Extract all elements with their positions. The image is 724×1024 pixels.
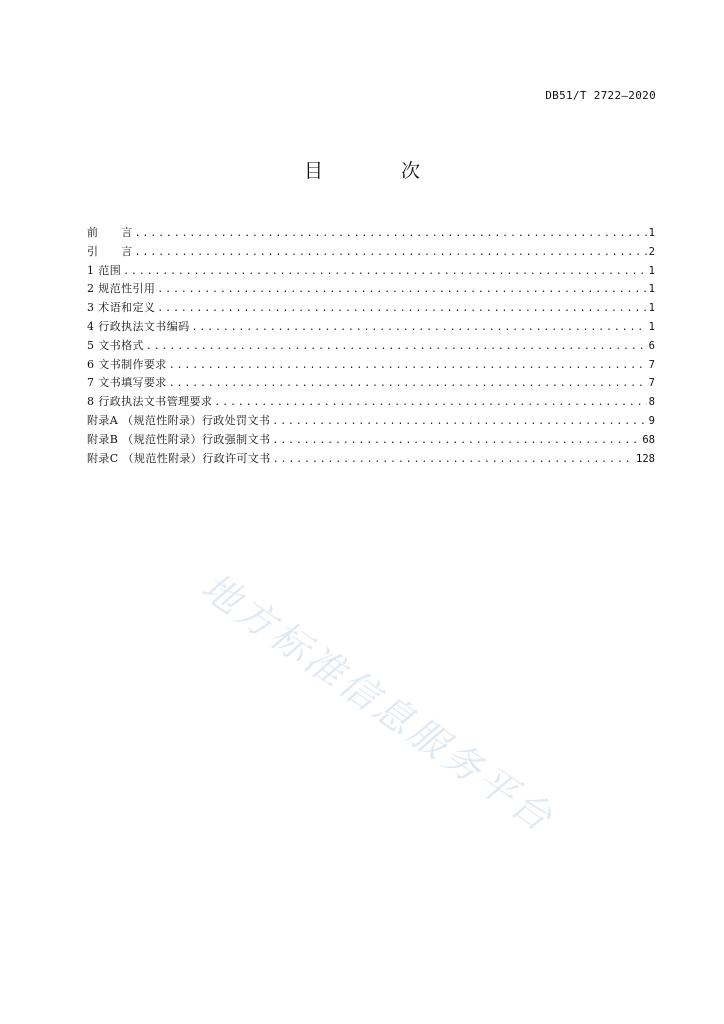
toc-entry-label: 4 行政执法文书编码 — [87, 319, 190, 333]
toc-entry-page: 1 — [648, 264, 655, 277]
toc-leader-dots — [192, 319, 647, 338]
toc-entry-page: 128 — [636, 452, 655, 465]
toc-entry-filling-requirements[interactable] — [87, 374, 655, 393]
page-title: 目 次 — [303, 160, 457, 182]
toc-entry-label: 前 言 — [87, 226, 133, 239]
toc-leader-dots — [157, 281, 646, 300]
toc-leader-dots — [169, 375, 647, 394]
toc-leader-dots — [169, 357, 647, 376]
toc-entry-page: 1 — [648, 302, 655, 315]
toc-entry-label: 附录C （规范性附录）行政许可文书 — [87, 451, 271, 465]
toc-entry-label: 2 规范性引用 — [87, 282, 156, 296]
toc-entry-production-requirements[interactable] — [87, 356, 655, 375]
toc-entry-label: 6 文书制作要求 — [87, 357, 167, 371]
toc-entry-terms-definitions[interactable] — [87, 299, 655, 318]
toc-entry-label: 3 术语和定义 — [87, 301, 156, 315]
toc-leader-dots — [123, 263, 647, 282]
toc-entry-management-requirements[interactable] — [87, 393, 655, 412]
toc-leader-dots — [146, 338, 647, 357]
toc-leader-dots — [157, 300, 646, 319]
toc-entry-label: 5 文书格式 — [87, 338, 144, 352]
toc-leader-dots — [214, 394, 646, 413]
toc-entry-label: 8 行政执法文书管理要求 — [87, 395, 213, 409]
toc-entry-page: 6 — [648, 339, 655, 352]
toc-entry-appendix-b[interactable] — [87, 431, 655, 450]
toc-entry-normative-references[interactable] — [87, 280, 655, 299]
toc-leader-dots — [272, 413, 646, 432]
toc-leader-dots — [135, 225, 647, 244]
toc-entry-label: 1 范围 — [87, 263, 122, 277]
toc-entry-label: 附录A （规范性附录）行政处罚文书 — [87, 413, 271, 427]
toc-entry-page: 1 — [648, 320, 655, 333]
toc-leader-dots — [135, 244, 647, 263]
toc-entry-page: 68 — [642, 433, 655, 446]
toc-entry-page: 7 — [648, 377, 655, 390]
table-of-contents — [87, 224, 655, 468]
toc-entry-scope[interactable] — [87, 262, 655, 281]
toc-entry-appendix-c[interactable] — [87, 450, 655, 469]
toc-entry-document-format[interactable] — [87, 337, 655, 356]
toc-entry-document-coding[interactable] — [87, 318, 655, 337]
toc-entry-label: 附录B （规范性附录）行政强制文书 — [87, 432, 271, 446]
toc-entry-page: 7 — [648, 358, 655, 371]
toc-entry-appendix-a[interactable] — [87, 412, 655, 431]
toc-entry-page: 9 — [648, 414, 655, 427]
document-code: DB51/T 2722—2020 — [545, 89, 656, 102]
toc-entry-foreword[interactable] — [87, 224, 655, 243]
toc-entry-page: 1 — [648, 227, 655, 239]
toc-entry-label: 引 言 — [87, 244, 133, 258]
toc-leader-dots — [272, 432, 640, 451]
toc-entry-introduction[interactable] — [87, 243, 655, 262]
toc-entry-label: 7 文书填写要求 — [87, 376, 167, 390]
toc-entry-page: 8 — [648, 396, 655, 409]
toc-leader-dots — [273, 451, 634, 470]
watermark: 地方标准信息服务平台 — [193, 564, 563, 842]
toc-entry-page: 1 — [648, 283, 655, 296]
toc-entry-page: 2 — [648, 245, 655, 258]
